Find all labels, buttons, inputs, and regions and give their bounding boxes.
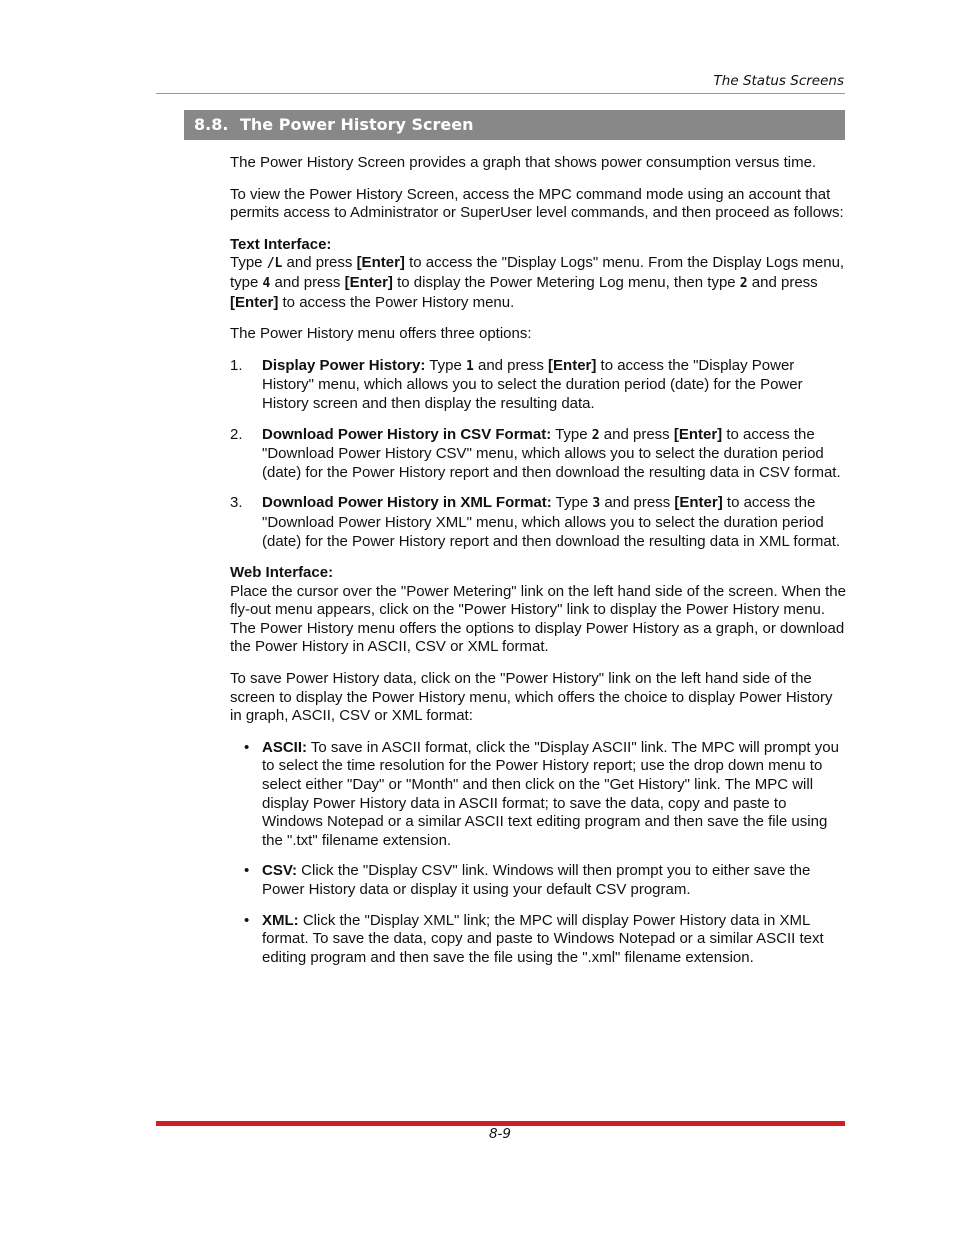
enter-key: [Enter] [230, 293, 279, 311]
format-label: XML: [262, 911, 299, 929]
text-run: and press [599, 425, 674, 443]
list-number: 1. [230, 356, 243, 374]
command-code: 4 [262, 275, 271, 291]
option-label: Download Power History in CSV Format: [262, 425, 552, 443]
command-code: 2 [591, 427, 600, 443]
text-run: and press [270, 273, 345, 291]
text-run: to access the "Download Power History XML" menu, which allows you to select the duration period (date) for the Power History report and then download the resulting data in XML format. [262, 494, 841, 550]
view-paragraph: To view the Power History Screen, access the MPC command mode using an account that permits access to Administrator or SuperUser level commands, and then proceed as follows: [230, 185, 844, 222]
text-interface-block [230, 236, 848, 312]
header-rule [156, 93, 845, 94]
list-item [230, 494, 848, 551]
text-run: and press [473, 356, 549, 374]
list-item [230, 426, 848, 483]
text-run: and press [600, 494, 675, 512]
list-number: 2. [230, 425, 243, 443]
bullet-icon: • [244, 862, 250, 880]
text-run: Click the "Display CSV" link. Windows will then prompt you to either save the Power History data or display it using your default CSV program. [262, 862, 811, 898]
format-list [230, 739, 848, 968]
text-run: To save in ASCII format, click the "Display ASCII" link. The MPC will prompt you to select the time resolution for the Power History report; use the drop down menu to select either "Day" or "Month" and then click on the "Get History" link. The MPC will display Power History data in ASCII format; to save the data, copy and paste to Windows Notepad or a similar ASCII text editing program and then save the file using the ".txt" filename extension. [262, 738, 839, 849]
section-heading [184, 110, 845, 140]
text-run: and press [747, 273, 818, 291]
text-run: to access the "Display Power History" menu, which allows you to select the duration period (date) for the Power History screen and then display the resulting data. [262, 356, 803, 412]
text-run: Type [551, 425, 592, 443]
web-interface-text: Place the cursor over the "Power Metering" link on the left hand side of the screen. When the fly-out menu appears, click on the "Power History" link to display the Power History menu. The Power History menu offers the options to display Power History as a graph, or download the Power History in ASCII, CSV or XML format. [230, 582, 846, 656]
options-intro: The Power History menu offers three options: [230, 325, 532, 343]
text-run: Type [230, 254, 267, 272]
text-interface-heading: Text Interface: [230, 235, 332, 253]
text-run: Type [551, 494, 593, 512]
section-number: 8.8. [194, 115, 229, 134]
command-code: /L [266, 256, 283, 272]
format-label: CSV: [262, 862, 298, 880]
web-interface-heading: Web Interface: [230, 564, 334, 582]
list-number: 3. [230, 494, 243, 512]
text-run: and press [282, 254, 357, 272]
command-code: 2 [739, 275, 748, 291]
enter-key: [Enter] [548, 356, 597, 374]
option-label: Display Power History: [262, 356, 426, 374]
command-code: 1 [465, 358, 474, 374]
format-label: ASCII: [262, 738, 307, 756]
text-run: Click the "Display XML" link; the MPC will display Power History data in XML format. To save the data, copy and paste to Windows Notepad or a similar ASCII text editing program and then save the file using the ".xml" filename extension. [262, 911, 824, 966]
list-item [230, 912, 848, 968]
text-run: Type [425, 356, 466, 374]
page-number: 8-9 [488, 1126, 512, 1142]
enter-key: [Enter] [344, 273, 393, 291]
web-interface-block [230, 564, 848, 657]
text-run: to access the "Display Logs" menu. From the Display Logs menu, type [230, 254, 845, 291]
text-run: to access the Power History menu. [278, 293, 515, 311]
enter-key: [Enter] [674, 494, 723, 512]
bullet-icon: • [244, 911, 250, 929]
list-item [230, 357, 848, 414]
option-label: Download Power History in XML Format: [262, 494, 552, 512]
text-run: to access the "Download Power History CSV" menu, which allows you to select the duration period (date) for the Power History report and then download the resulting data in CSV format. [262, 425, 841, 481]
section-title: The Power History Screen [240, 115, 474, 134]
options-list [230, 357, 848, 551]
text-run: to display the Power Metering Log menu, then type [392, 273, 740, 291]
enter-key: [Enter] [356, 254, 405, 272]
running-header: The Status Screens [713, 73, 844, 89]
intro-paragraph: The Power History Screen provides a graph that shows power consumption versus time. [230, 154, 817, 171]
list-item [230, 862, 848, 899]
main-content [230, 154, 848, 979]
bullet-icon: • [244, 738, 250, 756]
save-paragraph: To save Power History data, click on the "Power History" link on the left hand side of the screen to display the Power History menu, which offers the choice to display Power History in graph, ASCII, CSV or XML format: [230, 670, 833, 725]
command-code: 3 [592, 496, 601, 512]
list-item [230, 739, 848, 851]
enter-key: [Enter] [673, 425, 723, 443]
